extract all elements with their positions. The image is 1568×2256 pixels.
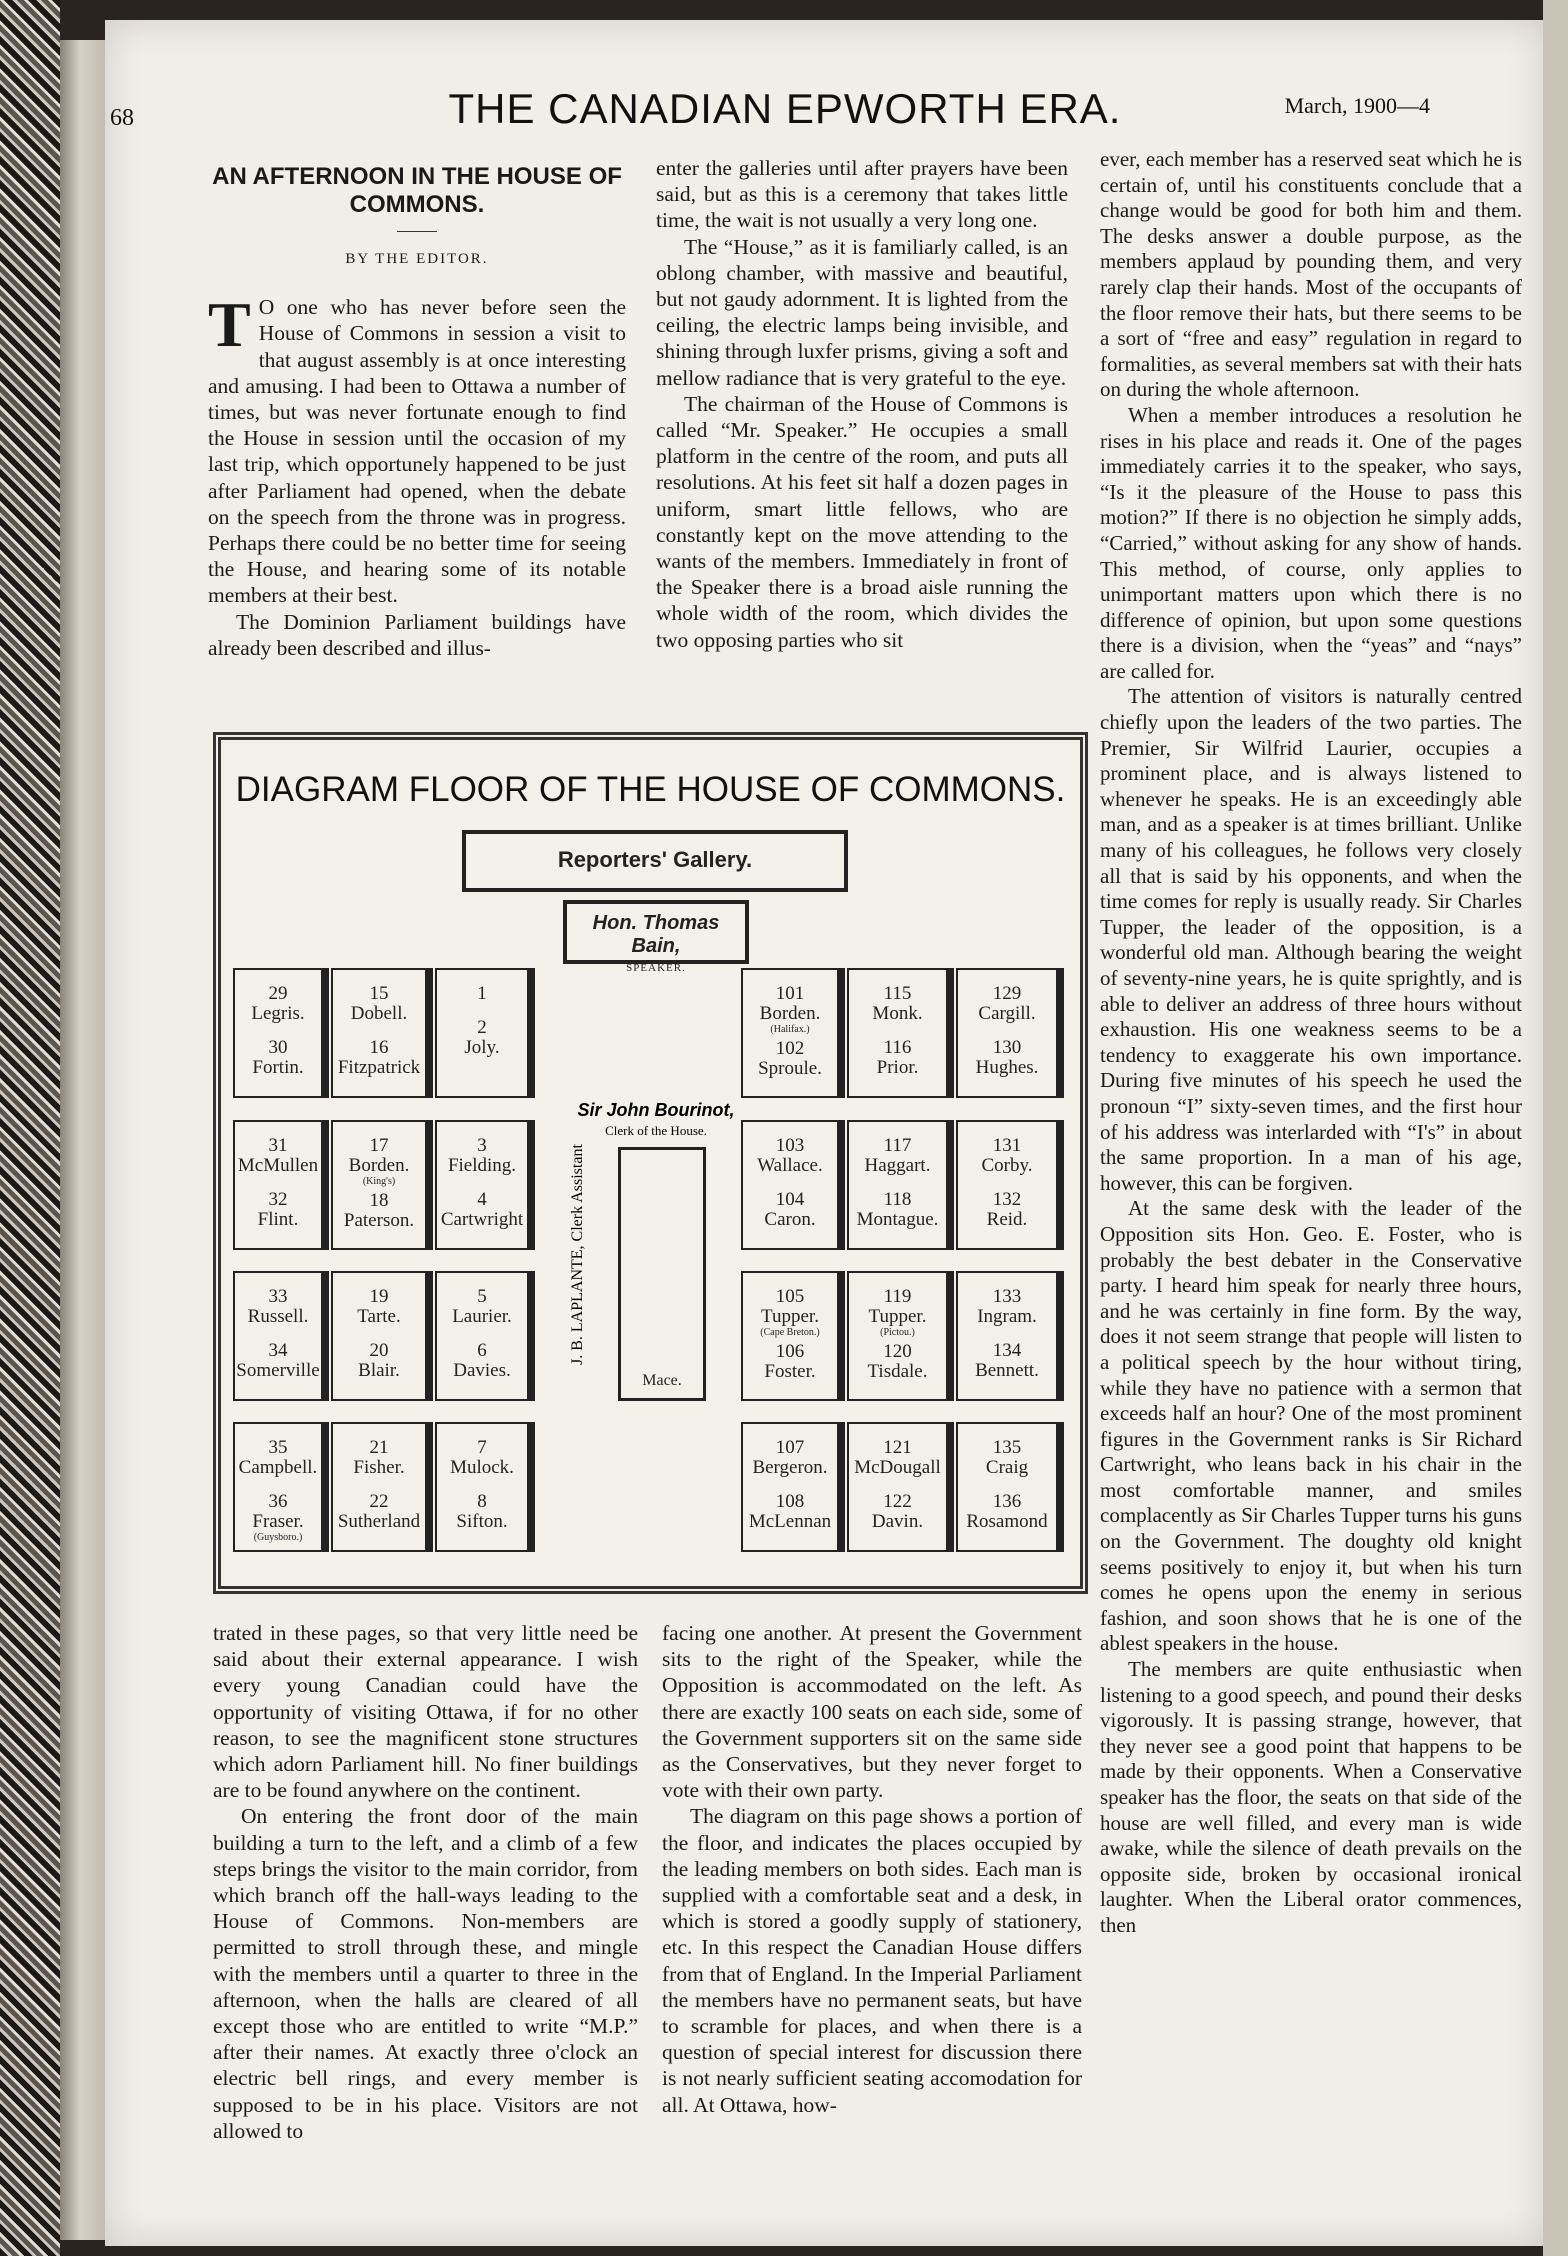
member-name: McDougall: [854, 1457, 941, 1478]
opposition-seat-block: [956, 1271, 1064, 1401]
seat-upper: [333, 1287, 425, 1327]
clerk-title: Clerk of the House.: [605, 1123, 707, 1138]
member-name: Sifton.: [456, 1511, 508, 1532]
seat-number: 6: [477, 1340, 487, 1361]
opposition-seat-block: [956, 1422, 1064, 1552]
member-name: Rosamond: [966, 1511, 1048, 1532]
paragraph: The members are quite enthusiastic when listening to a good speech, and pound their desks vigorously. It is passing strange, however, that they never see a good point that happens to be made by their opponents. When a Conservative speaker has the floor, the seats on that side of the house are well filled, and every man is wide awake, while the silence of death prevails on the opposite side, broken by occasional ironical laughter. When the Liberal orator commences, then: [1100, 1657, 1522, 1937]
member-name: Joly.: [464, 1037, 500, 1058]
seat-upper: [437, 984, 527, 1004]
paragraph: facing one another. At present the Government sits to the right of the Speaker, while the Opposition is accommodated on the left. As there are exactly 100 seats on each side, some of the Government supporters sit on the same side as the Conservatives, but they never forget to vote with their own party.: [662, 1621, 1082, 1803]
seat-number: 33: [268, 1286, 288, 1307]
seat-lower: [743, 1039, 837, 1079]
seat-number: 108: [775, 1491, 805, 1512]
member-name: Sutherland: [337, 1511, 421, 1532]
seat-lower: [235, 1492, 321, 1543]
government-seat-block: [435, 1422, 535, 1552]
seat-number: 5: [477, 1286, 487, 1307]
seat-upper: [743, 1136, 837, 1176]
seat-number: 120: [883, 1341, 912, 1362]
seat-number: 15: [369, 983, 389, 1004]
seat-lower: [743, 1492, 837, 1532]
seat-lower: [437, 1492, 527, 1532]
seat-upper: [849, 1136, 946, 1176]
member-name: McMullen: [237, 1155, 319, 1176]
riding-note: (Guysboro.): [253, 1532, 303, 1543]
seat-number: 34: [268, 1340, 288, 1361]
seat-lower: [437, 1341, 527, 1381]
seat-upper: [743, 1287, 837, 1338]
column-3: [1100, 147, 1522, 1939]
member-name: McLennan: [748, 1511, 832, 1532]
seat-upper: [958, 984, 1056, 1024]
member-name: Tupper.: [868, 1306, 927, 1327]
seat-number: 121: [883, 1437, 912, 1458]
member-name: Flint.: [257, 1209, 299, 1230]
member-name: Foster.: [764, 1361, 816, 1382]
seat-lower: [849, 1342, 946, 1382]
seat-upper: [235, 1287, 321, 1327]
member-name: Russell.: [247, 1306, 309, 1327]
seat-number: 119: [883, 1286, 912, 1307]
seat-number: 106: [775, 1341, 805, 1362]
seat-number: 2: [477, 1017, 487, 1038]
seat-lower: [333, 1191, 425, 1231]
riding-note: (Pictou.): [880, 1327, 915, 1338]
opening-paragraph: T O one who has never before seen the House of Commons in session a visit to that august assembly is at once interesting and amusing. I had been to Ottawa a number of times, but was never fortunate enough to find the House in session until the occasion of my last trip, which opportunely happened to be just after Parliament had opened, when the debate on the speech from the throne was in progress. Perhaps there could be no better time for seeing the House, and hearing some of its notable members at their best.: [208, 289, 626, 608]
member-name: Ingram.: [977, 1306, 1037, 1327]
seat-upper: [235, 1136, 321, 1176]
seat-upper: [333, 1136, 425, 1187]
member-name: Caron.: [764, 1209, 816, 1230]
member-name: Fisher.: [353, 1457, 405, 1478]
member-name: Campbell.: [238, 1457, 318, 1478]
seat-lower: [235, 1341, 321, 1381]
seat-number: 115: [883, 983, 912, 1004]
seat-lower: [849, 1038, 946, 1078]
government-seat-block: [435, 1271, 535, 1401]
opposition-seat-block: [741, 1422, 845, 1552]
riding-note: (Cape Breton.): [760, 1327, 820, 1338]
paragraph: The Dominion Parliament buildings have already been described and illus-: [208, 609, 626, 660]
member-name: Bergeron.: [752, 1457, 828, 1478]
seat-upper: [958, 1136, 1056, 1176]
speaker-title: SPEAKER.: [626, 962, 686, 974]
seat-lower: [437, 1018, 527, 1058]
seat-lower: [958, 1038, 1056, 1078]
opposition-seat-block: [741, 1271, 845, 1401]
member-name: Dobell.: [350, 1003, 408, 1024]
seat-upper: [437, 1287, 527, 1327]
member-name: Legris.: [251, 1003, 305, 1024]
seat-lower: [437, 1190, 527, 1230]
seat-number: 118: [883, 1189, 912, 1210]
member-name: Davies.: [453, 1360, 511, 1381]
paragraph: At the same desk with the leader of the Opposition sits Hon. Geo. E. Foster, who is probably the best debater in the Conservative party. I heard him speak for nearly three hours, and he was certainly in fine form. By the way, does it not seem strange that people will listen to a political speech by the hour without tiring, while they have no patience with a sermon that exceeds half an hour? One of the most prominent figures in the Government ranks is Sir Richard Cartwright, who leans back in his chair in the most comfortable manner, and smiles complacently as Sir Charles Tupper turns his guns on the Government. The doughty old knight seems positively to enjoy it, but when his turn comes he opens upon the enemy in serious fashion, and soon shows that he is one of the ablest speakers in the house.: [1100, 1196, 1522, 1656]
member-name: Borden.: [759, 1003, 821, 1024]
member-name: Tisdale.: [867, 1361, 928, 1382]
article-title: AN AFTERNOON IN THE HOUSE OF COMMONS.: [212, 163, 622, 218]
member-name: Fortin.: [252, 1057, 304, 1078]
member-name: Cargill.: [978, 1003, 1036, 1024]
title-rule: [397, 231, 437, 232]
clerk-label: [561, 1100, 751, 1139]
seat-number: 20: [369, 1340, 389, 1361]
seat-upper: [235, 1438, 321, 1478]
paragraph: enter the galleries until after prayers have been said, but as this is a ceremony that takes little time, the wait is not usually a very long one.: [656, 156, 1068, 233]
diagram-title: DIAGRAM FLOOR OF THE HOUSE OF COMMONS.: [235, 770, 1066, 809]
seat-number: 122: [883, 1491, 912, 1512]
mace-label: Mace.: [642, 1372, 682, 1389]
seat-upper: [849, 1438, 946, 1478]
book-binding: [0, 0, 60, 2256]
seat-number: 133: [992, 1286, 1022, 1307]
seat-number: 101: [775, 983, 805, 1004]
seat-number: 8: [477, 1491, 487, 1512]
seat-upper: [333, 1438, 425, 1478]
paragraph: The “House,” as it is familiarly called, is an oblong chamber, with massive and beautiful, but not gaudy adornment. It is lighted from the ceiling, the electric lamps being invisible, and shining through luxfer prisms, giving a soft and mellow radiance that is very grateful to the eye.: [656, 234, 1068, 390]
government-seat-block: [233, 1271, 329, 1401]
column-2-bottom: [662, 1620, 1082, 2118]
member-name: Fitzpatrick: [337, 1057, 421, 1078]
reporters-gallery: Reporters' Gallery.: [462, 830, 848, 892]
seat-number: 32: [268, 1189, 288, 1210]
paragraph: On entering the front door of the main building a turn to the left, and a climb of a few steps brings the visitor to the main corridor, from which branch off the hall-ways leading to the House of Commons. Non-members are permitted to stroll through these, and mingle with the members until a quarter to three in the afternoon, when the halls are cleared of all except those who are entitled to write “M.P.” after their names. At exactly three o'clock an electric bell rings, and every member is supposed to be in his place. Visitors are not allowed to: [213, 1804, 638, 2143]
seat-number: 135: [992, 1437, 1022, 1458]
government-seat-block: [331, 1120, 433, 1250]
member-name: Fraser.: [252, 1511, 304, 1532]
opposition-seat-block: [847, 968, 954, 1098]
seat-number: 1: [477, 983, 487, 1004]
government-seat-block: [233, 1422, 329, 1552]
opposition-seat-block: [847, 1422, 954, 1552]
seat-lower: [743, 1342, 837, 1382]
government-seat-block: [331, 1422, 433, 1552]
seat-upper: [958, 1438, 1056, 1478]
seat-upper: [743, 1438, 837, 1478]
seat-number: 19: [369, 1286, 389, 1307]
seat-lower: [333, 1038, 425, 1078]
page-gutter: [60, 40, 110, 2240]
paragraph: The diagram on this page shows a portion of the floor, and indicates the places occupied by the leading members on both sides. Each man is supplied with a comfortable seat and a desk, in which is stored a goodly supply of stationery, etc. In this respect the Canadian House differs from that of England. In the Imperial Parliament the members have no permanent seats, but have to scramble for places, and when there is a question of special interest for discussion there is not nearly sufficient seating accomodation for all. At Ottawa, how-: [662, 1804, 1082, 2117]
seat-number: 21: [369, 1437, 389, 1458]
house-floor-diagram: [213, 732, 1088, 1594]
opposition-seat-block: [956, 1120, 1064, 1250]
opposition-seat-block: [847, 1120, 954, 1250]
government-seat-block: [233, 968, 329, 1098]
member-name: Haggart.: [864, 1155, 931, 1176]
paragraph: ever, each member has a reserved seat which he is certain of, until his constituents conclude that a change would be good for both him and them. The desks answer a double purpose, as the members applaud by pounding them, and very rarely clap their hands. Most of the occupants of the floor remove their hats, but there seems to be a sort of “free and easy” regulation in regard to formalities, as several members sat with their hats on during the whole afternoon.: [1100, 147, 1522, 402]
seat-upper: [849, 1287, 946, 1338]
government-seat-block: [233, 1120, 329, 1250]
seat-upper: [743, 984, 837, 1035]
seat-number: 17: [369, 1135, 389, 1156]
seat-number: 136: [992, 1491, 1022, 1512]
seat-lower: [333, 1341, 425, 1381]
paragraph: The chairman of the House of Commons is called “Mr. Speaker.” He occupies a small platform in the centre of the room, and puts all resolutions. At his feet sit half a dozen pages in uniform, smart little fellows, who are constantly kept on the move attending to the wants of the members. Immediately in front of the Speaker there is a broad aisle running the whole width of the room, which divides the two opposing parties who sit: [656, 391, 1068, 652]
paragraph: trated in these pages, so that very little need be said about their external appearance. I wish every young Canadian could have the opportunity of visiting Ottawa, if for no other reason, to see the magnificent stone structures which adorn Parliament hill. No finer buildings are to be found anywhere on the continent.: [213, 1621, 638, 1803]
member-name: Wallace.: [757, 1155, 823, 1176]
seat-number: 131: [992, 1135, 1022, 1156]
masthead: THE CANADIAN EPWORTH ERA.: [448, 85, 1122, 132]
member-name: Paterson.: [343, 1210, 415, 1231]
seat-lower: [958, 1341, 1056, 1381]
member-name: Prior.: [876, 1057, 919, 1078]
seat-upper: [333, 984, 425, 1024]
paragraph: The attention of visitors is naturally centred chiefly upon the leaders of the two parties. The Premier, Sir Wilfrid Laurier, occupies a prominent place, and is always listened to whenever he speaks. He is an exceedingly able man, and as a speaker is at times brilliant. Unlike many of his colleagues, he follows very closely all that is said by his opponents, and when the time comes for reply is usually ready. Sir Charles Tupper, the leader of the opposition, is a wonderful old man. Although bearing the weight of seventy-nine years, he is quite sprightly, and is able to deliver an address of three hours without exhaustion. His one weakness seems to be a tendency to exaggerate his own importance. During five minutes of his speech he used the pronoun “I” sixty-seven times, and the first hour of his address was interlarded with “I's” in about the same proportion. In a man of his age, however, this can be forgiven.: [1100, 684, 1522, 1195]
member-name: Tarte.: [357, 1306, 401, 1327]
member-name: Somerville: [236, 1360, 320, 1381]
seat-lower: [958, 1492, 1056, 1532]
seat-number: 3: [477, 1135, 487, 1156]
seat-number: 107: [775, 1437, 805, 1458]
member-name: Montague.: [856, 1209, 939, 1230]
seat-number: 117: [883, 1135, 912, 1156]
seat-upper: [437, 1136, 527, 1176]
government-seat-block: [435, 1120, 535, 1250]
page-edge: [1543, 0, 1568, 2256]
member-name: Sproule.: [758, 1058, 822, 1079]
member-name: Cartwright: [440, 1209, 524, 1230]
seat-upper: [958, 1287, 1056, 1327]
column-2-top: [656, 155, 1068, 653]
seat-lower: [958, 1190, 1056, 1230]
seat-number: 7: [477, 1437, 487, 1458]
opposition-seat-block: [741, 968, 845, 1098]
member-name: Mulock.: [450, 1457, 514, 1478]
member-name: Blair.: [358, 1360, 400, 1381]
government-seat-block: [331, 968, 433, 1098]
member-name: Tupper.: [761, 1306, 819, 1327]
government-seat-block: [435, 968, 535, 1098]
seat-number: 31: [268, 1135, 288, 1156]
seat-number: 130: [992, 1037, 1022, 1058]
column-1-bottom: [213, 1620, 638, 2144]
seat-lower: [743, 1190, 837, 1230]
column-1-top: [208, 163, 626, 661]
riding-note: (Halifax.): [770, 1024, 810, 1035]
seat-lower: [235, 1038, 321, 1078]
seat-number: 132: [992, 1189, 1022, 1210]
issue-date: March, 1900—4: [1284, 93, 1430, 118]
member-name: Monk.: [872, 1003, 923, 1024]
member-name: Bennett.: [975, 1360, 1039, 1381]
government-seat-block: [331, 1271, 433, 1401]
seat-number: 35: [268, 1437, 288, 1458]
paragraph: When a member introduces a resolution he rises in his place and reads it. One of the pages immediately carries it to the speaker, who says, “Is it the pleasure of the House to pass this motion?” If there is no objection he simply adds, “Carried,” without asking for any show of hands. This method, of course, only applies to unimportant matters upon which there is no difference of opinion, but upon some questions there is a division, when the “yeas” and “nays” are called for.: [1100, 402, 1522, 683]
seat-upper: [849, 984, 946, 1024]
seat-number: 30: [268, 1037, 288, 1058]
page-number: 68: [110, 105, 134, 131]
seat-lower: [333, 1492, 425, 1532]
seat-number: 134: [992, 1340, 1022, 1361]
speaker-platform: [563, 900, 749, 974]
seat-number: 103: [775, 1135, 805, 1156]
page-header: [110, 85, 1460, 145]
seat-upper: [235, 984, 321, 1024]
member-name: Corby.: [981, 1155, 1033, 1176]
byline: BY THE EDITOR.: [345, 251, 489, 267]
seat-number: 22: [369, 1491, 389, 1512]
opposition-seat-block: [741, 1120, 845, 1250]
member-name: Davin.: [871, 1511, 924, 1532]
clerk-assistant-label: J. B. LAPLANTE, Clerk Assistant: [569, 1144, 586, 1365]
member-name: Fielding.: [447, 1155, 517, 1176]
seat-number: 4: [477, 1189, 487, 1210]
member-name: Laurier.: [452, 1306, 512, 1327]
member-name: Hughes.: [975, 1057, 1039, 1078]
opposition-seat-block: [956, 968, 1064, 1098]
seat-number: 102: [775, 1038, 805, 1059]
seat-number: 29: [268, 983, 288, 1004]
seat-lower: [849, 1190, 946, 1230]
clerks-table: [618, 1147, 706, 1401]
seat-upper: [437, 1438, 527, 1478]
opposition-seat-block: [847, 1271, 954, 1401]
drop-cap: T: [208, 289, 251, 361]
seat-number: 16: [369, 1037, 389, 1058]
seat-number: 104: [775, 1189, 805, 1210]
riding-note: (King's): [362, 1176, 396, 1187]
member-name: Reid.: [986, 1209, 1028, 1230]
seat-number: 105: [775, 1286, 805, 1307]
seat-number: 129: [992, 983, 1022, 1004]
speaker-name: Hon. Thomas Bain,: [592, 912, 720, 957]
clerk-name: Sir John Bourinot,: [577, 1100, 735, 1120]
seat-number: 18: [369, 1190, 389, 1211]
seat-lower: [849, 1492, 946, 1532]
member-name: Borden.: [348, 1155, 410, 1176]
member-name: Craig: [985, 1457, 1029, 1478]
seat-lower: [235, 1190, 321, 1230]
seat-number: 116: [883, 1037, 912, 1058]
seat-number: 36: [268, 1491, 288, 1512]
